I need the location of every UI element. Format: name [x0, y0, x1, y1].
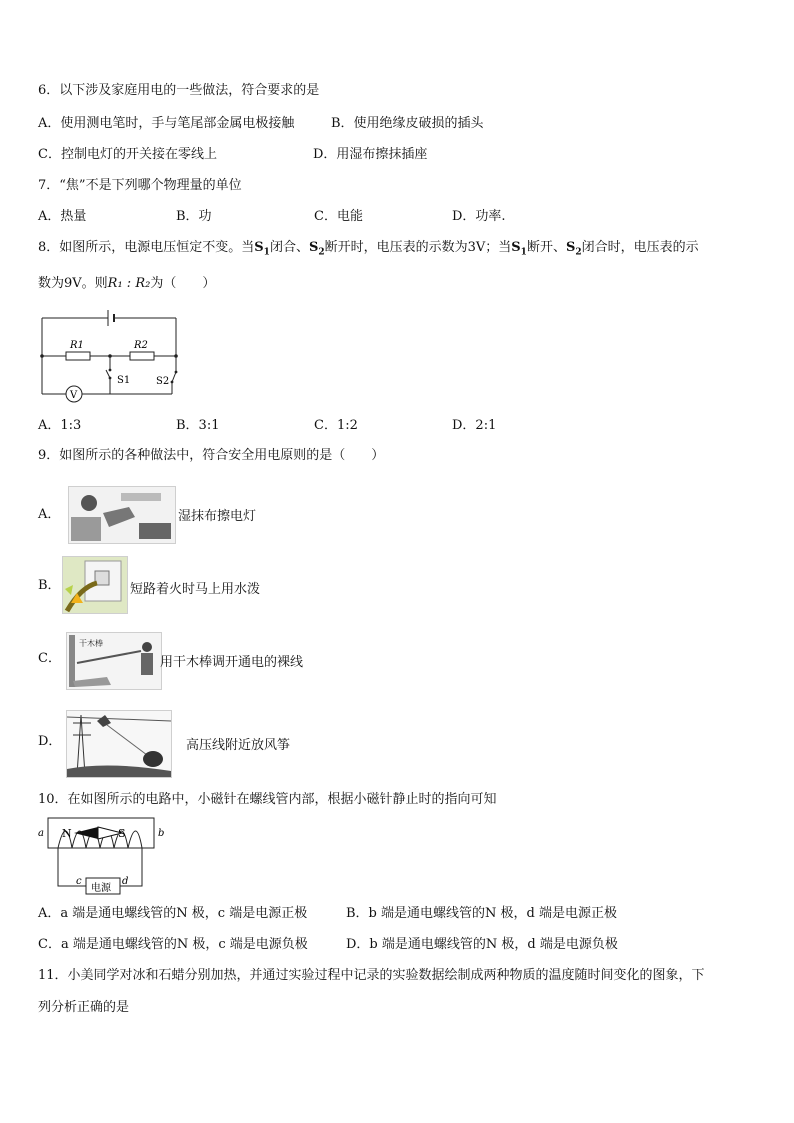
compass-needle-north	[74, 827, 98, 839]
q8-option-b: B．3:1	[176, 418, 220, 433]
q8-option-c: C．1:2	[314, 418, 358, 433]
q8-stem-text: 数为9V。则	[38, 276, 108, 291]
s1-symbol: S	[254, 240, 264, 255]
q9-option-d-caption: 高压线附近放风筝	[186, 738, 291, 753]
q7-option-a: A．热量	[38, 209, 87, 224]
q8-stem-text: 闭合时，电压表的示	[581, 240, 699, 255]
voltmeter-label: V	[70, 390, 78, 401]
south-label: S	[118, 827, 126, 840]
s1-label: S1	[117, 375, 131, 386]
q9-option-c-label: C．	[38, 651, 61, 666]
terminal-c-label: c	[76, 876, 82, 887]
q9-image-dry-stick	[66, 632, 162, 690]
end-b-label: b	[158, 828, 165, 839]
q8-stem-text: 闭合、	[269, 240, 309, 255]
s2-symbol: S	[565, 240, 576, 255]
s2-symbol: S	[308, 240, 319, 255]
q8-stem-text: 为（ ）	[150, 276, 216, 291]
q9-image-fire-water	[62, 556, 128, 614]
q9-image-wet-cloth-lamp	[68, 486, 176, 544]
q8-option-d: D．2:1	[452, 418, 497, 433]
s1-symbol: S	[511, 240, 521, 255]
q9-option-b-caption: 短路着火时马上用水泼	[130, 582, 261, 597]
q8-circuit-diagram	[38, 306, 188, 412]
q9-image-kite-power-line	[66, 710, 172, 778]
q10-solenoid-diagram	[36, 816, 166, 904]
q10-option-b: B．b 端是通电螺线管的N 极，d 端是电源正极	[346, 906, 617, 921]
q9-option-b-label: B．	[38, 578, 61, 593]
q8-stem-text: 断开时，电压表的示数为3V；当	[324, 240, 512, 255]
s2-label: S2	[156, 376, 170, 387]
q9-option-a-caption: 湿抹布擦电灯	[178, 509, 257, 524]
q7-option-c: C．电能	[314, 209, 363, 224]
dry-stick-sign: 干木棒	[79, 639, 103, 648]
q8-option-a: A．1:3	[38, 418, 82, 433]
q9-option-c-caption: 用干木棒调开通电的裸线	[160, 655, 304, 670]
s2-switch-blade	[172, 372, 176, 382]
q8-stem-line1: 8．如图所示，电源电压恒定不变。当$S_1$闭合、$S_2$断开时，电压表的示数为3V；当$S_1$断开、$S_2$闭合时，电压表的示	[38, 240, 699, 258]
q9-option-d-label: D．	[38, 734, 62, 749]
q9-stem: 9．如图所示的各种做法中，符合安全用电原则的是（ ）	[38, 448, 385, 463]
q7-option-d: D．功率.	[452, 209, 506, 224]
q6-option-d: D．用湿布擦抹插座	[313, 147, 428, 162]
q10-option-a: A．a 端是通电螺线管的N 极，c 端是电源正极	[38, 906, 308, 921]
q9-option-a-label: A．	[38, 507, 61, 522]
q8-stem-line2	[38, 276, 215, 292]
q11-stem-line2: 列分析正确的是	[38, 1000, 130, 1015]
q10-option-c: C．a 端是通电螺线管的N 极，c 端是电源负极	[38, 937, 308, 952]
q10-stem: 10．在如图所示的电路中，小磁针在螺线管内部，根据小磁针静止时的指向可知	[38, 792, 497, 807]
r1-resistor	[66, 352, 90, 360]
end-a-label: a	[38, 828, 44, 839]
ratio-expression: R₁ : R₂	[107, 276, 151, 291]
q8-stem-text: 8．如图所示，电源电压恒定不变。当	[38, 240, 255, 255]
q7-stem: 7．“焦”不是下列哪个物理量的单位	[38, 178, 242, 193]
q11-stem-line1: 11．小美同学对冰和石蜡分别加热，并通过实验过程中记录的实验数据绘制成两种物质的温度随时间变化的图象，下	[38, 968, 705, 983]
q10-option-d: D．b 端是通电螺线管的N 极，d 端是电源负极	[346, 937, 618, 952]
north-label: N	[62, 827, 72, 840]
q8-stem-text: 断开、	[526, 240, 566, 255]
q7-option-b: B．功	[176, 209, 212, 224]
power-supply-label: 电源	[91, 883, 111, 894]
r2-resistor	[130, 352, 154, 360]
q6-option-a: A．使用测电笔时，手与笔尾部金属电极接触	[38, 116, 295, 131]
r2-label: R2	[134, 340, 148, 351]
q6-option-c: C．控制电灯的开关接在零线上	[38, 147, 217, 162]
r1-label: R1	[70, 340, 84, 351]
q6-option-b: B．使用绝缘皮破损的插头	[331, 116, 484, 131]
terminal-d-label: d	[122, 876, 129, 887]
q6-stem: 6．以下涉及家庭用电的一些做法，符合要求的是	[38, 83, 320, 98]
